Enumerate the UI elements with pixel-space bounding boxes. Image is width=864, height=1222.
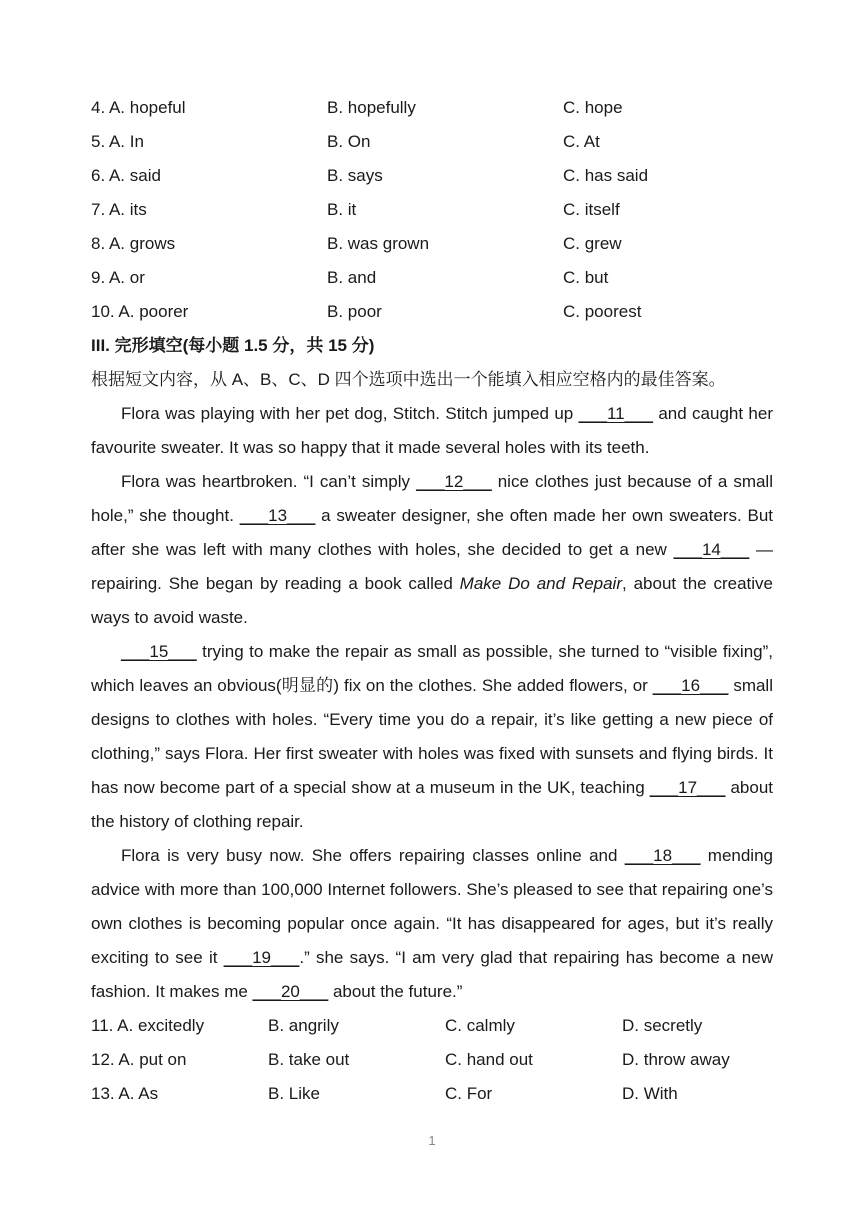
blank-13: ___13___ (239, 506, 316, 525)
cloze-passage (91, 397, 773, 1009)
option-c: C. but (563, 268, 609, 287)
option-c: C. itself (563, 200, 620, 219)
option-b: B. hopefully (327, 98, 416, 117)
option-a: 13. A. As (91, 1084, 159, 1103)
question-options-row (91, 1043, 773, 1077)
question-options-row (91, 91, 773, 125)
option-a: 12. A. put on (91, 1050, 187, 1069)
blank-16: ___16___ (652, 676, 729, 695)
option-d: D. With (622, 1084, 678, 1103)
option-a: 6. A. said (91, 166, 161, 185)
option-d: D. throw away (622, 1050, 730, 1069)
option-b: B. On (327, 132, 371, 151)
blank-20: ___20___ (252, 982, 329, 1001)
option-a: 7. A. its (91, 200, 147, 219)
passage-paragraph-3: ___15___ trying to make the repair as small as possible, she turned to “visible fixing”, which leaves an obvious(明显的) fix on the clothes. She added flowers, or ___16___ small designs to clothes with holes. “Every time you do a repair, it’s like getting a new piece of clothing,” says Flora. Her first sweater with holes was fixed with sunsets and flying birds. It has now become part of a special show at a museum in the UK, teaching ___17___ about the history of clothing repair. (91, 642, 774, 831)
blank-11: ___11___ (578, 404, 653, 423)
option-a: 10. A. poorer (91, 302, 189, 321)
book-title: Make Do and Repair (459, 574, 622, 593)
option-a: 8. A. grows (91, 234, 176, 253)
option-b: B. angrily (268, 1016, 339, 1035)
option-a: 9. A. or (91, 268, 145, 287)
option-b: B. was grown (327, 234, 430, 253)
option-c: C. For (445, 1084, 493, 1103)
option-c: C. grew (563, 234, 622, 253)
question-options-row (91, 1077, 773, 1111)
page-content (91, 91, 773, 1111)
options-group-11-13 (91, 1009, 773, 1111)
passage-paragraph-2: Flora was heartbroken. “I can’t simply ___12___ nice clothes just because of a small hole,” she thought. ___13___ a sweater designer, she often made her own sweaters. But after she was left with many clothes with holes, she decided to get a new ___14___ — repairing. She began by reading a book called Make Do and Repair, about the creative ways to avoid waste. (91, 472, 773, 627)
question-options-row (91, 261, 773, 295)
question-options-row (91, 125, 773, 159)
passage-paragraph-1: Flora was playing with her pet dog, Stitch. Stitch jumped up ___11___ and caught her favourite sweater. It was so happy that it made several holes with its teeth. (91, 404, 774, 457)
page-number: 1 (428, 1133, 436, 1148)
option-a: 11. A. excitedly (91, 1016, 205, 1035)
option-b: B. and (327, 268, 377, 287)
blank-15: ___15___ (121, 642, 197, 661)
blank-18: ___18___ (624, 846, 701, 865)
option-b: B. it (327, 200, 357, 219)
blank-17: ___17___ (649, 778, 726, 797)
option-b: B. says (327, 166, 383, 185)
blank-12: ___12___ (416, 472, 492, 491)
question-options-row (91, 159, 773, 193)
option-b: B. take out (268, 1050, 350, 1069)
passage-paragraph-4: Flora is very busy now. She offers repairing classes online and ___18___ mending advice with more than 100,000 Internet followers. She’s pleased to see that repairing one’s own clothes is becoming popular once again. “It has disappeared for ages, but it’s really exciting to see it ___19___.” she says. “I am very glad that repairing has become a new fashion. It makes me ___20___ about the future.” (91, 846, 773, 1001)
question-options-row (91, 1009, 773, 1043)
option-a: 4. A. hopeful (91, 98, 186, 117)
section-title: III. 完形填空(每小题 1.5 分，共 15 分) (91, 336, 375, 355)
options-group-4-10 (91, 91, 773, 329)
option-c: C. At (563, 132, 600, 151)
option-c: C. hope (563, 98, 623, 117)
option-a: 5. A. In (91, 132, 144, 151)
option-b: B. poor (327, 302, 382, 321)
option-c: C. calmly (445, 1016, 515, 1035)
option-c: C. hand out (445, 1050, 533, 1069)
option-c: C. has said (563, 166, 649, 185)
section-instruction: 根据短文内容，从 A、B、C、D 四个选项中选出一个能填入相应空格内的最佳答案。 (91, 370, 726, 389)
question-options-row (91, 227, 773, 261)
option-b: B. Like (268, 1084, 320, 1103)
option-d: D. secretly (622, 1016, 703, 1035)
blank-14: ___14___ (673, 540, 750, 559)
question-options-row (91, 193, 773, 227)
question-options-row (91, 295, 773, 329)
option-c: C. poorest (563, 302, 642, 321)
blank-19: ___19___ (223, 948, 300, 967)
